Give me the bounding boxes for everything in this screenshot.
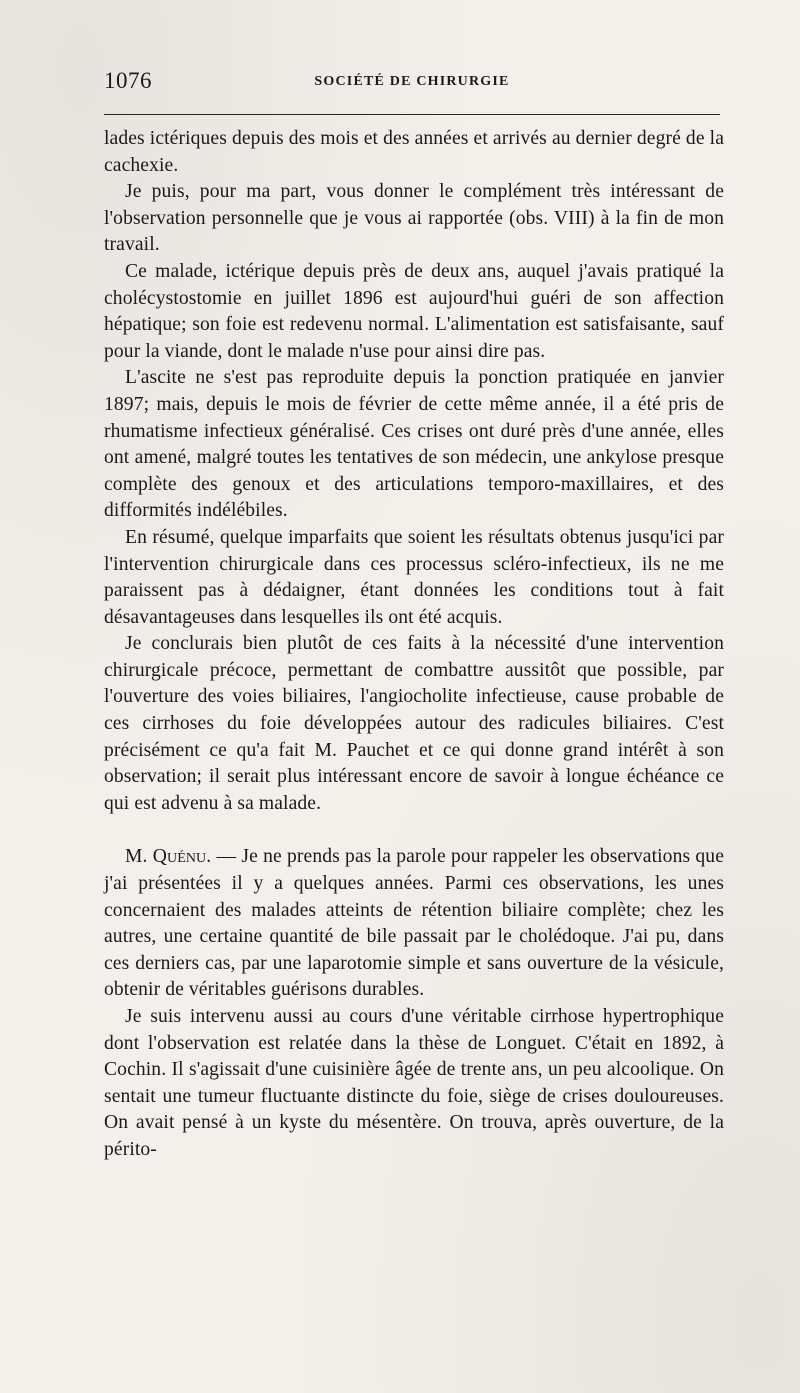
paragraph: Ce malade, ictérique depuis près de deux ans, auquel j'avais pratiqué la cholécystostomie en juillet 1896 est aujourd'hui guéri de son affection hépatique; son foie est redevenu normal. L'alimentation est satisfaisante, sauf pour la viande, dont le malade n'use pour ainsi dire pas. [104, 260, 724, 362]
speaker-paragraph [104, 844, 724, 1004]
paragraph: Je conclurais bien plutôt de ces faits à la nécessité d'une intervention chirurgicale précoce, permettant de combattre aussitôt que possible, par l'ouverture des voies biliaires, l'angiocholite infectieuse, cause probable de ces cirrhoses du foie développées autour des radicules biliaires. C'est précisément ce qu'a fait M. Pauchet et ce qui donne grand intérêt à son observation; il serait plus intéressant encore de savoir à longue échéance ce qui est advenu à sa malade. [104, 633, 724, 814]
speaker-text: Je ne prends pas la parole pour rappeler les observations que j'ai présentées il y a quelques années. Parmi ces observations, les unes concernaient des malades atteints de rétention biliaire complète; chez les autres, une certaine quantité de bile passait par le cholédoque. J'ai pu, dans ces derniers cas, par une laparotomie simple et sans ouverture de la vésicule, obtenir de véritables guérisons durables. [104, 846, 724, 1001]
paragraph: Je puis, pour ma part, vous donner le complément très intéressant de l'observation personnelle que je vous ai rapportée (obs. VIII) à la fin de mon travail. [104, 181, 724, 256]
page-number: 1076 [104, 68, 152, 93]
body-text [104, 126, 724, 1164]
speaker-name: Quénu [152, 846, 207, 868]
paragraph: Je suis intervenu aussi au cours d'une véritable cirrhose hypertrophique dont l'observation est relatée dans la thèse de Longuet. C'était en 1892, à Cochin. Il s'agissait d'une cuisinière âgée de trente ans, un peu alcoolique. On sentait une tumeur fluctuante distincte du foie, siège de crises douloureuses. On avait pensé à un kyste du mésentère. On trouva, après ouverture, de la périto- [104, 1006, 724, 1160]
paragraph: L'ascite ne s'est pas reproduite depuis la ponction pratiquée en janvier 1897; mais, depuis le mois de février de cette même année, il a été pris de rhumatisme infectieux généralisé. Ces crises ont duré près d'une année, elles ont amené, malgré toutes les tentatives de son médecin, une ankylose presque complète des genoux et des articulations temporo-maxillaires, et des difformités indélébiles. [104, 367, 724, 522]
page-header [104, 68, 720, 98]
section-gap [104, 817, 724, 844]
speaker-prefix: M. [125, 846, 153, 868]
running-title: SOCIÉTÉ DE CHIRURGIE [314, 74, 510, 89]
speaker-separator: . — [206, 846, 242, 868]
header-rule [104, 114, 720, 115]
paragraph: En résumé, quelque imparfaits que soient les résultats obtenus jusqu'ici par l'intervention chirurgicale dans ces processus scléro-infectieux, ils ne me paraissent pas à dédaigner, étant données les conditions tout à fait désavantageuses dans lesquelles ils ont été acquis. [104, 526, 724, 628]
paragraph-continued: lades ictériques depuis des mois et des années et arrivés au dernier degré de la cachexie. [104, 128, 724, 176]
